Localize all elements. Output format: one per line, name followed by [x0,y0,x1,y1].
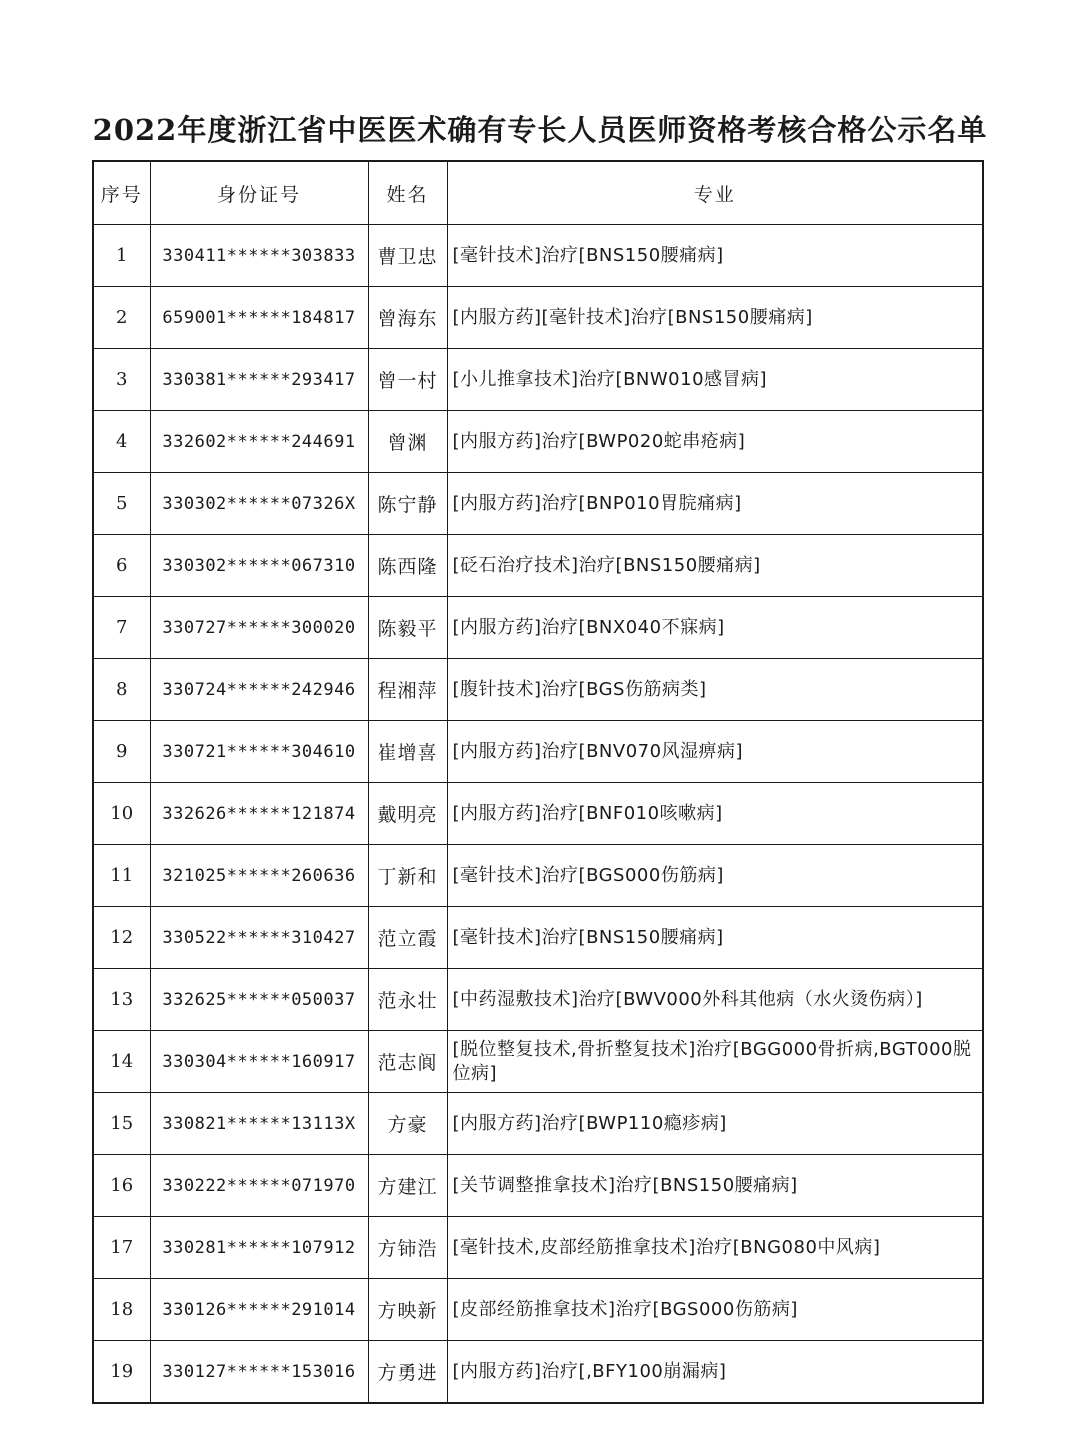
cell-id-number: 330222******071970 [150,1155,368,1217]
cell-id-number: 659001******184817 [150,287,368,349]
cell-name: 方建江 [368,1155,447,1217]
cell-id-number: 330281******107912 [150,1217,368,1279]
cell-major: [皮部经筋推拿技术]治疗[BGS000伤筋病] [447,1279,983,1341]
table-row [93,1031,983,1093]
table-row [93,225,983,287]
cell-name: 崔增喜 [368,721,447,783]
cell-id-number: 330302******067310 [150,535,368,597]
cell-serial-number: 15 [93,1093,150,1155]
cell-id-number: 330302******07326X [150,473,368,535]
cell-name: 曾渊 [368,411,447,473]
cell-serial-number: 7 [93,597,150,659]
table-row [93,1279,983,1341]
cell-major: [脱位整复技术,骨折整复技术]治疗[BGG000骨折病,BGT000脱位病] [447,1031,983,1093]
qualification-list-table-wrapper [92,160,982,1404]
cell-serial-number: 9 [93,721,150,783]
table-header-row [93,161,983,225]
cell-serial-number: 13 [93,969,150,1031]
cell-name: 范志阆 [368,1031,447,1093]
cell-name: 范永壮 [368,969,447,1031]
cell-major: [毫针技术]治疗[BNS150腰痛病] [447,225,983,287]
table-row [93,349,983,411]
cell-serial-number: 17 [93,1217,150,1279]
cell-id-number: 330721******304610 [150,721,368,783]
cell-serial-number: 8 [93,659,150,721]
cell-name: 陈宁静 [368,473,447,535]
cell-major: [内服方药]治疗[BWP020蛇串疮病] [447,411,983,473]
header-name: 姓名 [368,161,447,225]
cell-name: 陈毅平 [368,597,447,659]
cell-serial-number: 1 [93,225,150,287]
table-row [93,783,983,845]
header-major: 专业 [447,161,983,225]
table-row [93,907,983,969]
table-row [93,1093,983,1155]
cell-name: 方勇进 [368,1341,447,1404]
cell-major: [内服方药]治疗[,BFY100崩漏病] [447,1341,983,1404]
cell-major: [关节调整推拿技术]治疗[BNS150腰痛病] [447,1155,983,1217]
table-row [93,597,983,659]
cell-serial-number: 11 [93,845,150,907]
cell-name: 程湘萍 [368,659,447,721]
cell-id-number: 332626******121874 [150,783,368,845]
cell-id-number: 330411******303833 [150,225,368,287]
cell-id-number: 330126******291014 [150,1279,368,1341]
cell-id-number: 330724******242946 [150,659,368,721]
cell-name: 方豪 [368,1093,447,1155]
cell-major: [内服方药]治疗[BNF010咳嗽病] [447,783,983,845]
cell-major: [内服方药]治疗[BNX040不寐病] [447,597,983,659]
cell-major: [砭石治疗技术]治疗[BNS150腰痛病] [447,535,983,597]
table-row [93,659,983,721]
header-id-number: 身份证号 [150,161,368,225]
cell-serial-number: 5 [93,473,150,535]
cell-name: 戴明亮 [368,783,447,845]
document-title: 2022年度浙江省中医医术确有专长人员医师资格考核合格公示名单 [92,113,988,147]
cell-major: [毫针技术,皮部经筋推拿技术]治疗[BNG080中风病] [447,1217,983,1279]
cell-serial-number: 16 [93,1155,150,1217]
cell-name: 范立霞 [368,907,447,969]
cell-serial-number: 4 [93,411,150,473]
cell-serial-number: 10 [93,783,150,845]
cell-major: [内服方药]治疗[BNP010胃脘痛病] [447,473,983,535]
cell-name: 曾一村 [368,349,447,411]
cell-major: [腹针技术]治疗[BGS伤筋病类] [447,659,983,721]
table-row [93,535,983,597]
cell-serial-number: 12 [93,907,150,969]
cell-id-number: 330821******13113X [150,1093,368,1155]
cell-major: [中药湿敷技术]治疗[BWV000外科其他病（水火烫伤病）] [447,969,983,1031]
cell-name: 曾海东 [368,287,447,349]
table-row [93,1341,983,1404]
cell-serial-number: 3 [93,349,150,411]
table-row [93,473,983,535]
cell-id-number: 321025******260636 [150,845,368,907]
table-row [93,1155,983,1217]
cell-major: [小儿推拿技术]治疗[BNW010感冒病] [447,349,983,411]
cell-name: 陈西隆 [368,535,447,597]
table-row [93,1217,983,1279]
cell-major: [毫针技术]治疗[BNS150腰痛病] [447,907,983,969]
cell-id-number: 330522******310427 [150,907,368,969]
cell-major: [内服方药]治疗[BNV070风湿痹病] [447,721,983,783]
cell-id-number: 330304******160917 [150,1031,368,1093]
cell-serial-number: 19 [93,1341,150,1404]
cell-name: 方铈浩 [368,1217,447,1279]
table-row [93,721,983,783]
cell-id-number: 330381******293417 [150,349,368,411]
cell-name: 曹卫忠 [368,225,447,287]
cell-major: [毫针技术]治疗[BGS000伤筋病] [447,845,983,907]
cell-serial-number: 6 [93,535,150,597]
cell-id-number: 330727******300020 [150,597,368,659]
table-row [93,287,983,349]
cell-name: 丁新和 [368,845,447,907]
table-header [93,161,983,225]
cell-id-number: 332625******050037 [150,969,368,1031]
cell-serial-number: 14 [93,1031,150,1093]
table-row [93,845,983,907]
table-row [93,969,983,1031]
header-serial-number: 序号 [93,161,150,225]
cell-id-number: 332602******244691 [150,411,368,473]
cell-serial-number: 18 [93,1279,150,1341]
qualification-list-table [92,160,984,1404]
cell-major: [内服方药][毫针技术]治疗[BNS150腰痛病] [447,287,983,349]
cell-id-number: 330127******153016 [150,1341,368,1404]
table-row [93,411,983,473]
cell-name: 方映新 [368,1279,447,1341]
cell-major: [内服方药]治疗[BWP110瘾疹病] [447,1093,983,1155]
table-body [93,225,983,1404]
cell-serial-number: 2 [93,287,150,349]
